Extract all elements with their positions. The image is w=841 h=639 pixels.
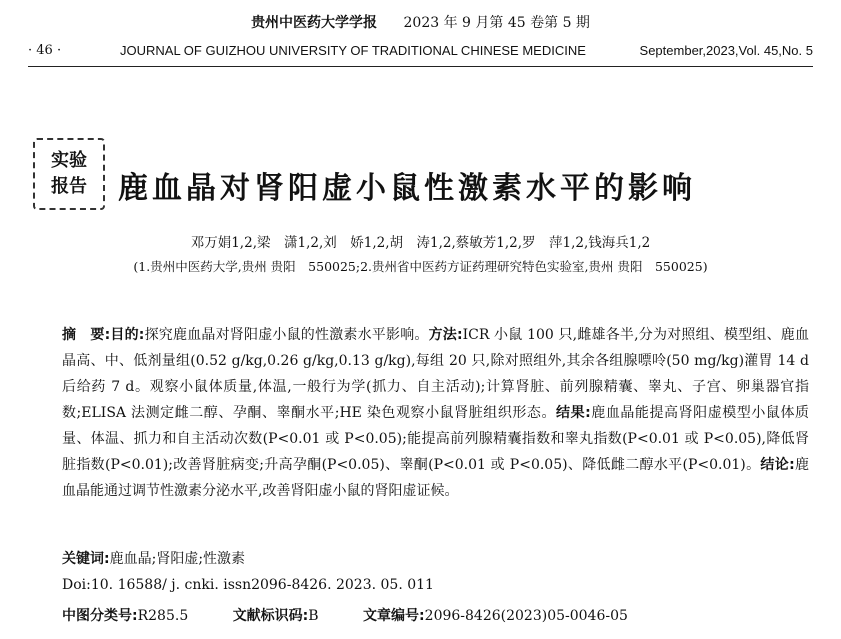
clc-label: 中图分类号: bbox=[62, 608, 138, 624]
keywords-line bbox=[62, 548, 245, 568]
conclusion-label: 结论: bbox=[760, 457, 795, 473]
abstract-label: 摘 要: bbox=[62, 327, 111, 343]
journal-name-en: JOURNAL OF GUIZHOU UNIVERSITY OF TRADITIONAL CHINESE MEDICINE bbox=[120, 43, 586, 58]
author-list: 邓万娟1,2,梁 潇1,2,刘 娇1,2,胡 涛1,2,蔡敏芳1,2,罗 萍1,2,钱海兵1,2 bbox=[190, 235, 651, 251]
objective-text: 探究鹿血晶对肾阳虚小鼠的性激素水平影响。 bbox=[144, 327, 429, 343]
header-rule bbox=[28, 66, 813, 67]
methods-label: 方法: bbox=[428, 327, 463, 343]
results-label: 结果: bbox=[556, 405, 591, 421]
abstract bbox=[62, 322, 809, 504]
doi-line: Doi:10. 16588/ j. cnki. issn2096-8426. 2023. 05. 011 bbox=[62, 577, 434, 593]
article-no-value: 2096-8426(2023)05-0046-05 bbox=[424, 608, 628, 624]
results-text: 鹿血晶能提高肾阳虚模型小鼠体质量、体温、抓力和自主活动次数(P<0.01 或 P<0.05);能提高前列腺精囊指数和睾丸指数(P<0.01 或 P<0.05),降低肾脏指数(P<0.01);改善肾脏病变;升高孕酮(P<0.05)、睾酮(P<0.01 或 P<0.05)、降低雌二醇水平(P<0.01)。 bbox=[62, 405, 809, 473]
objective-label: 目的: bbox=[110, 327, 145, 343]
badge-line-2: 报告 bbox=[51, 176, 87, 197]
doc-code-label: 文献标识码: bbox=[232, 608, 309, 624]
page-number: · 46 · bbox=[28, 43, 62, 58]
badge-line-1: 实验 bbox=[51, 150, 87, 171]
issue-info-en: September,2023,Vol. 45,No. 5 bbox=[639, 43, 813, 58]
issue-info-cn: 2023 年 9 月第 45 卷第 5 期 bbox=[403, 15, 590, 31]
article-no-label: 文章编号: bbox=[363, 608, 425, 624]
keywords-label: 关键词: bbox=[62, 551, 110, 567]
article-title: 鹿血晶对肾阳虚小鼠性激素水平的影响 bbox=[118, 171, 696, 206]
affiliations: (1.贵州中医药大学,贵州 贵阳 550025;2.贵州省中医药方证药理研究特色实验室,贵州 贵阳 550025) bbox=[133, 259, 708, 274]
classification-line bbox=[62, 605, 822, 625]
journal-name-cn: 贵州中医药大学学报 bbox=[251, 15, 378, 31]
conclusion-text: 鹿血晶能通过调节性激素分泌水平,改善肾阳虚小鼠的肾阳虚证候。 bbox=[62, 457, 810, 499]
keywords-value: 鹿血晶;肾阳虚;性激素 bbox=[109, 551, 246, 567]
article-type-badge bbox=[33, 138, 105, 210]
journal-header-cn bbox=[0, 12, 841, 32]
doc-code-value: B bbox=[308, 608, 319, 624]
methods-text: ICR 小鼠 100 只,雌雄各半,分为对照组、模型组、鹿血晶高、中、低剂量组(0.52 g/kg,0.26 g/kg,0.13 g/kg),每组 20 只,除对照组外,其余各组腺嘌呤(50 mg/kg)灌胃 14 d 后给药 7 d。观察小鼠体质量,体温,一般行为学(抓力、自主活动);计算肾脏、前列腺精囊、睾丸、子宫、卵巢器官指数;ELISA 法测定雌二醇、孕酮、睾酮水平;HE 染色观察小鼠肾脏组织形态。 bbox=[62, 327, 809, 421]
clc-value: R285.5 bbox=[137, 608, 189, 624]
journal-header-en bbox=[28, 43, 813, 65]
